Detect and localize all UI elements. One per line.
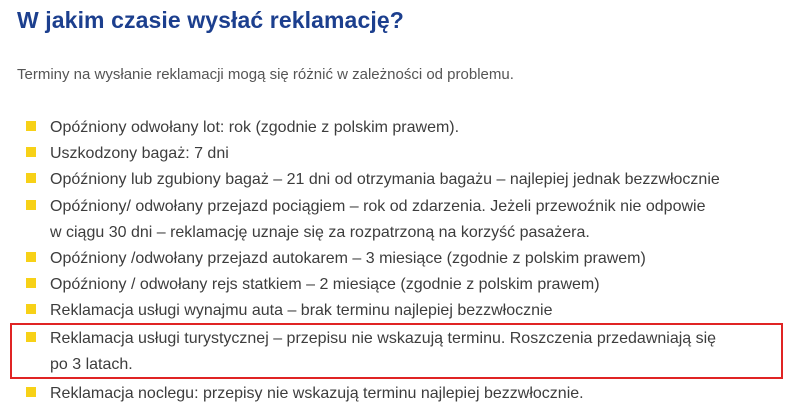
list-item-text-continued: w ciągu 30 dni – reklamację uznaje się za rozpatrzoną na korzyść pasażera.	[50, 224, 590, 241]
list-item-text-continued: po 3 latach.	[50, 356, 133, 373]
list-item-text: Reklamacja usługi wynajmu auta – brak terminu najlepiej bezzwłocznie	[50, 302, 553, 319]
section-heading: W jakim czasie wysłać reklamację?	[17, 7, 404, 33]
list-item-text: Opóźniony/ odwołany przejazd pociągiem – rok od zdarzenia. Jeżeli przewoźnik nie odpowie	[50, 198, 706, 215]
list-item-text: Opóźniony odwołany lot: rok (zgodnie z polskim prawem).	[50, 119, 460, 136]
list-item-text: Opóźniony / odwołany rejs statkiem – 2 miesiące (zgodnie z polskim prawem)	[50, 276, 600, 293]
list-item-text: Opóźniony lub zgubiony bagaż – 21 dni od otrzymania bagażu – najlepiej jednak bezzwłocznie	[50, 171, 720, 188]
list-item-text: Reklamacja usługi turystycznej – przepisu nie wskazują terminu. Roszczenia przedawniają się	[50, 330, 717, 347]
list-item-text: Opóźniony /odwołany przejazd autokarem – 3 miesiące (zgodnie z polskim prawem)	[50, 250, 646, 267]
bullet-square-icon	[26, 278, 36, 288]
bullet-square-icon	[26, 387, 36, 397]
intro-paragraph: Terminy na wysłanie reklamacji mogą się różnić w zależności od problemu.	[17, 66, 514, 83]
bullet-square-icon	[26, 173, 36, 183]
list-item-text: Uszkodzony bagaż: 7 dni	[50, 145, 229, 162]
list-item-text: Reklamacja noclegu: przepisy nie wskazują terminu najlepiej bezzwłocznie.	[50, 385, 584, 402]
highlight-box	[10, 323, 783, 379]
bullet-square-icon	[26, 121, 36, 131]
bullet-square-icon	[26, 200, 36, 210]
bullet-square-icon	[26, 252, 36, 262]
bullet-square-icon	[26, 304, 36, 314]
bullet-square-icon	[26, 147, 36, 157]
